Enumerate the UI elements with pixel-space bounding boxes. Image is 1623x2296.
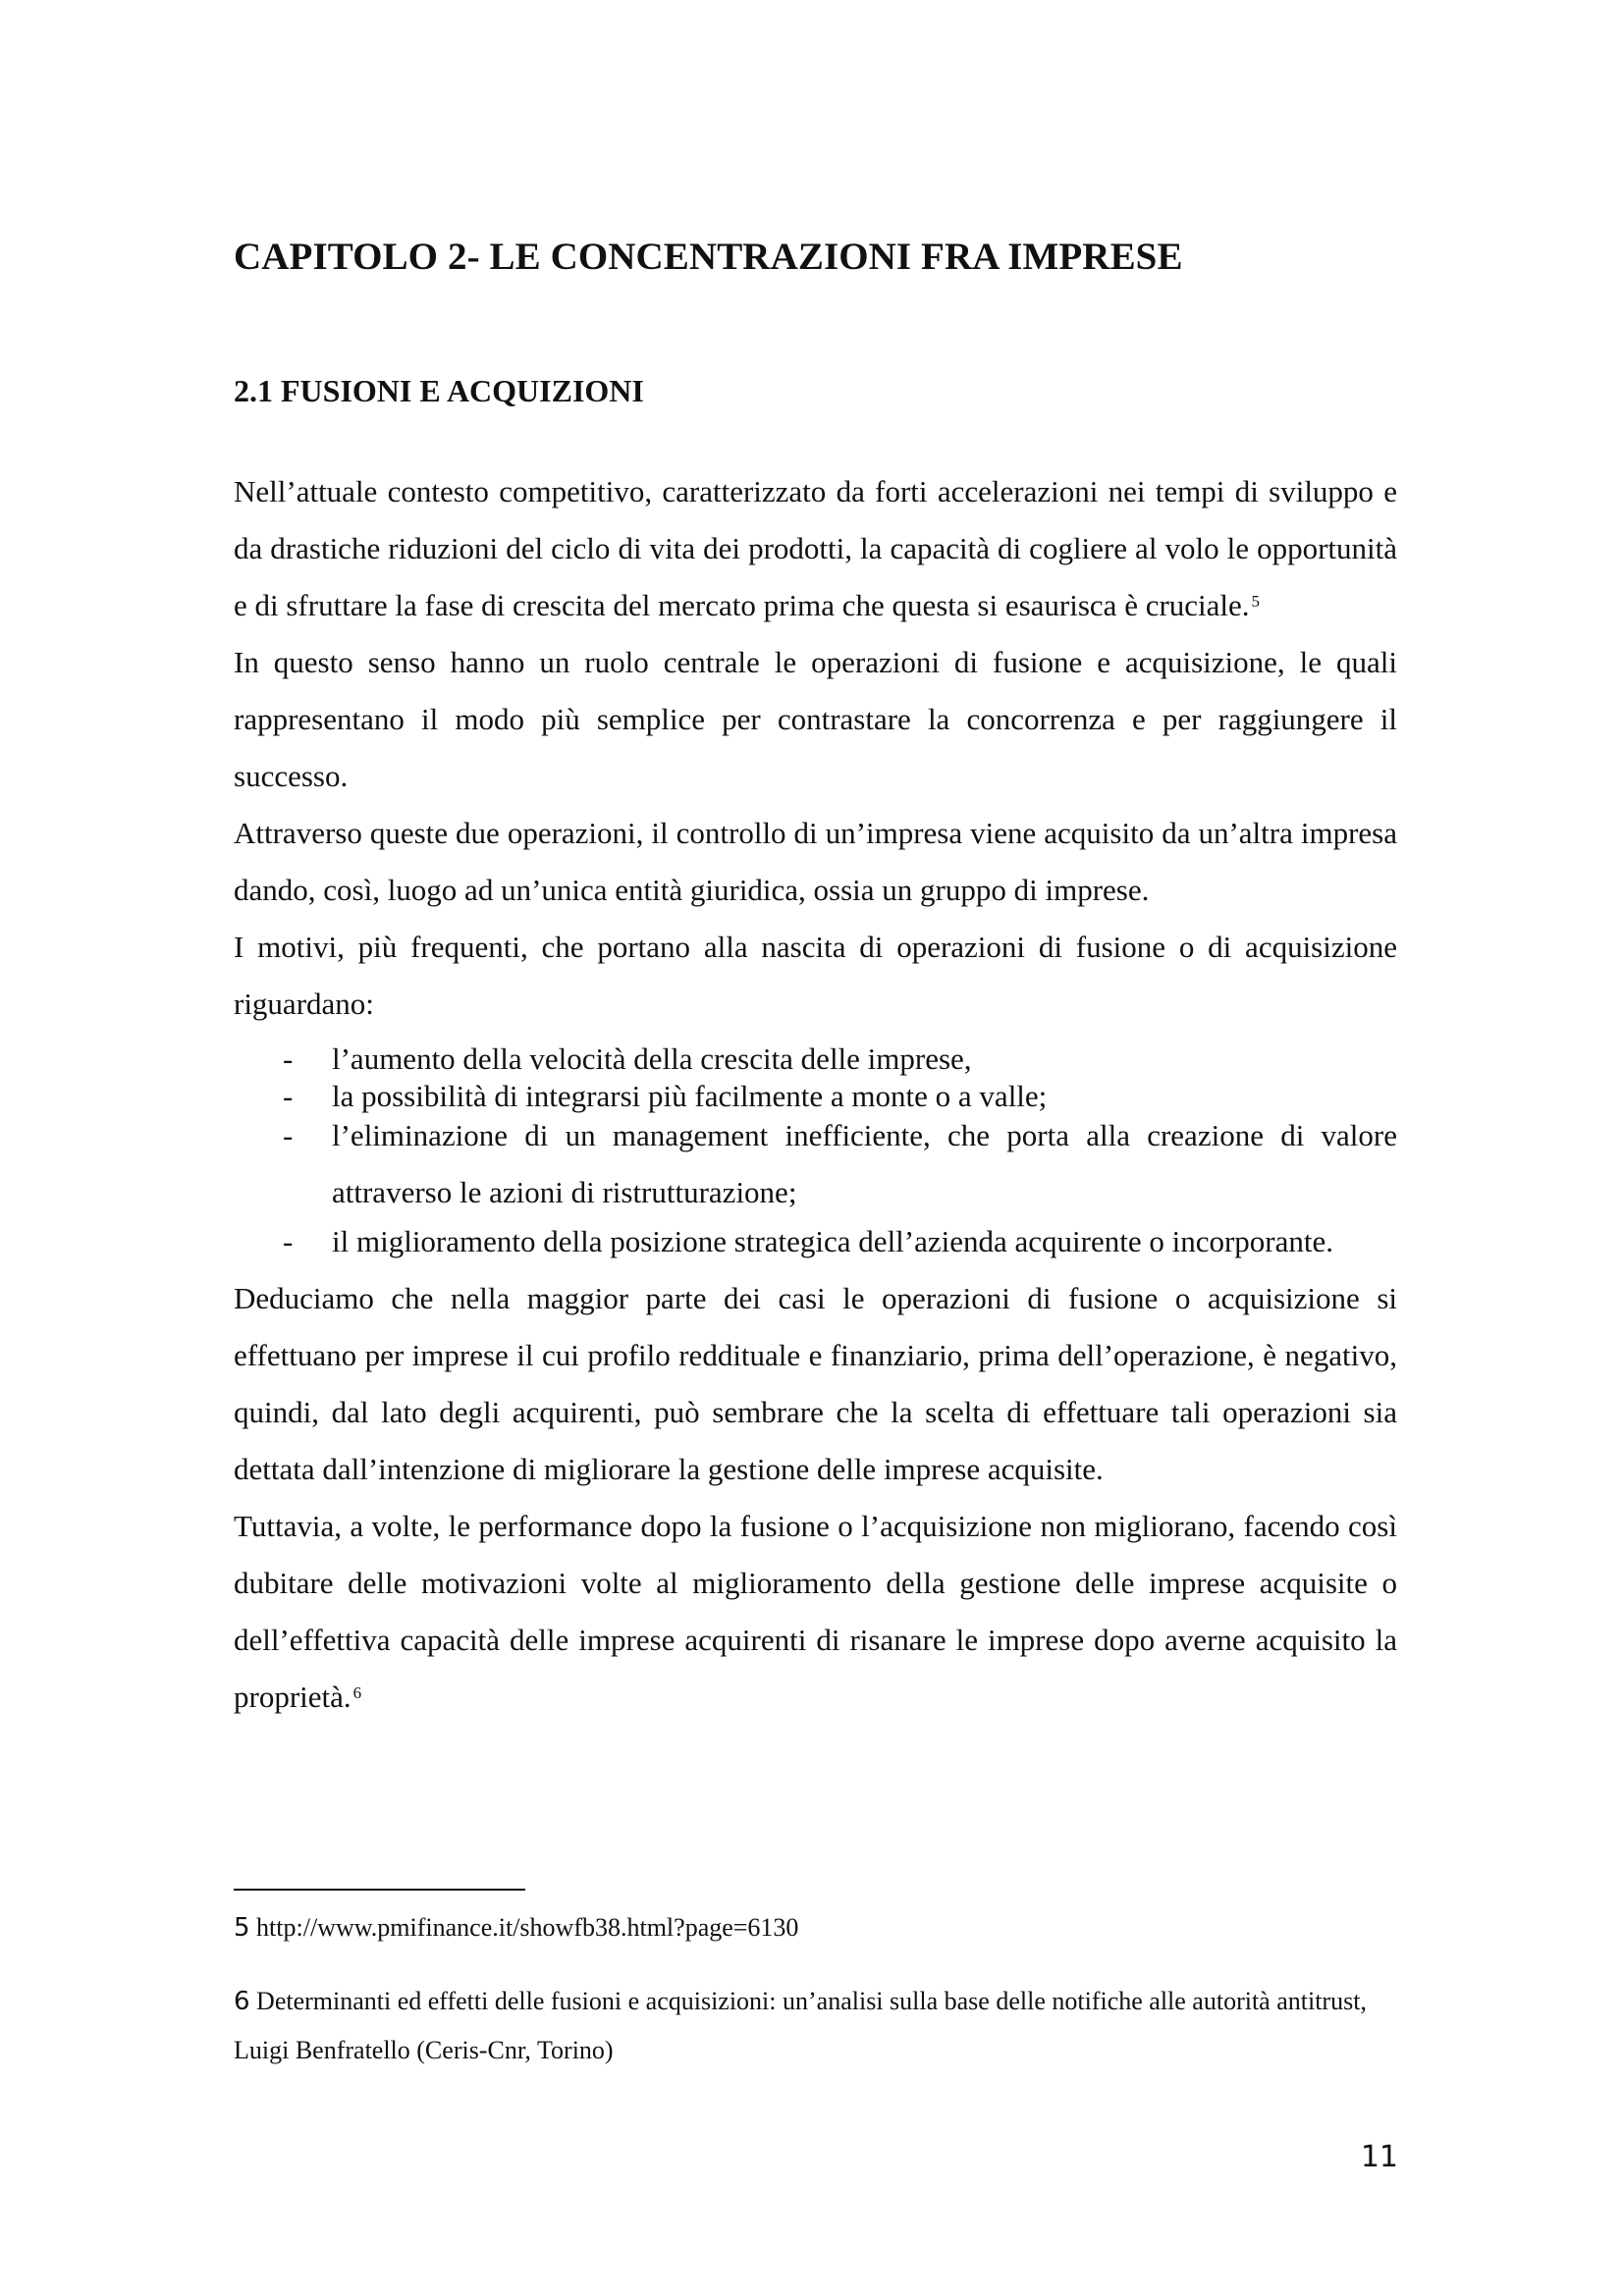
paragraph-6 (234, 1498, 1397, 1726)
paragraph-2: In questo senso hanno un ruolo centrale le operazioni di fusione e acquisizione, le quali rappresentano il modo più semplice per contrastare la concorrenza e per raggiungere il successo. (234, 645, 1397, 793)
paragraph-3: Attraverso queste due operazioni, il controllo di un’impresa viene acquisito da un’altra impresa dando, così, luogo ad un’unica entità giuridica, ossia un gruppo di imprese. (234, 816, 1397, 907)
list-item (234, 1213, 1397, 1270)
list-item-text: l’eliminazione di un management inefficiente, che porta alla creazione di valore attraverso le azioni di ristrutturazione; (332, 1118, 1397, 1209)
footnote-number: 6 (234, 1987, 250, 2016)
list-dash: - (283, 1079, 294, 1113)
footnote-ref-6: 6 (352, 1683, 362, 1702)
main-content (234, 224, 1397, 1714)
footnote-6 (234, 1977, 1397, 2075)
list-item-text: la possibilità di integrarsi più facilmente a monte o a valle; (332, 1079, 1048, 1113)
footnote-ref-5: 5 (1251, 592, 1261, 611)
list-item (234, 1041, 1397, 1078)
paragraph-4: I motivi, più frequenti, che portano alla nascita di operazioni di fusione o di acquisizione riguardano: (234, 930, 1397, 1021)
chapter-title: CAPITOLO 2- LE CONCENTRAZIONI FRA IMPRESE (234, 236, 1183, 278)
body-text (234, 463, 1397, 1726)
list-dash: - (283, 1118, 294, 1152)
list-item (234, 1107, 1397, 1221)
list-dash: - (283, 1224, 294, 1258)
paragraph-1 (234, 463, 1397, 634)
list-item-text: il miglioramento della posizione strategica dell’azienda acquirente o incorporante. (332, 1224, 1334, 1258)
page-number: 11 (1360, 2140, 1398, 2174)
footnote-text: Determinanti ed effetti delle fusioni e acquisizioni: un’analisi sulla base delle notifiche alle autorità antitrust, Luigi Benfratello (Ceris-Cnr, Torino) (234, 1987, 1367, 2064)
footnote-5 (234, 1908, 798, 1948)
paragraph-1-text: Nell’attuale contesto competitivo, caratterizzato da forti accelerazioni nei tempi di sviluppo e da drastiche riduzioni del ciclo di vita dei prodotti, la capacità di cogliere al volo le opportunità e di sfruttare la fase di crescita del mercato prima che questa si esaurisca è cruciale. (234, 474, 1397, 622)
list-item-text: l’aumento della velocità della crescita delle imprese, (332, 1041, 972, 1076)
footnote-separator (234, 1889, 525, 1891)
footnote-link[interactable]: http://www.pmifinance.it/showfb38.html?page=6130 (256, 1913, 799, 1942)
paragraph-5: Deduciamo che nella maggior parte dei casi le operazioni di fusione o acquisizione si effettuano per imprese il cui profilo reddituale e finanziario, prima dell’operazione, è negativo, quindi, dal lato degli acquirenti, può sembrare che la scelta di effettuare tali operazioni sia dettata dall’intenzione di migliorare la gestione delle imprese acquisite. (234, 1281, 1397, 1486)
paragraph-6-text: Tuttavia, a volte, le performance dopo la fusione o l’acquisizione non migliorano, facendo così dubitare delle motivazioni volte al miglioramento della gestione delle imprese acquisite o dell’effettiva capacità delle imprese acquirenti di risanare le imprese dopo averne acquisito la proprietà. (234, 1509, 1397, 1714)
list-dash: - (283, 1041, 294, 1076)
section-title: 2.1 FUSIONI E ACQUIZIONI (234, 373, 644, 408)
motives-list (234, 1041, 1397, 1270)
footnote-number: 5 (234, 1913, 250, 1943)
